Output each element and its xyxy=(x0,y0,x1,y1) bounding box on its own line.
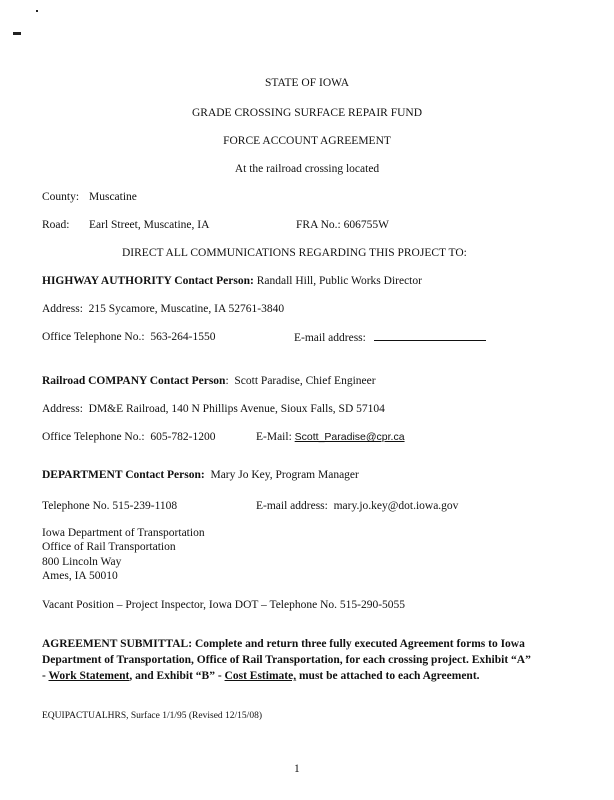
doc-title-fund: GRADE CROSSING SURFACE REPAIR FUND xyxy=(191,107,423,119)
email-link[interactable]: Scott_Paradise@cpr.ca xyxy=(294,431,405,443)
phone-label: Telephone No. xyxy=(42,500,110,512)
fra-label: FRA No.: xyxy=(296,219,341,231)
department-email xyxy=(256,499,458,513)
submittal-end: must be attached to each Agreement. xyxy=(296,670,480,682)
railroad-phone xyxy=(42,430,215,444)
phone-label: Office Telephone No.: xyxy=(42,431,145,443)
county-label: County: xyxy=(42,191,80,203)
phone-value: 563-264-1550 xyxy=(150,331,216,343)
department-person: Mary Jo Key, Program Manager xyxy=(210,469,359,481)
email-blank-line xyxy=(374,330,486,341)
submittal-line-3 xyxy=(42,669,480,683)
highway-person: Randall Hill, Public Works Director xyxy=(256,275,422,287)
department-contact xyxy=(42,468,359,482)
railroad-contact: Railroad COMPANY Contact Person: Scott Paradise, Chief Engineer xyxy=(42,375,376,387)
road-label: Road: xyxy=(42,219,70,231)
road-value: Earl Street, Muscatine, IA xyxy=(89,219,210,231)
highway-heading: HIGHWAY AUTHORITY Contact Person: xyxy=(42,275,254,287)
email-label: E-mail address: xyxy=(294,332,366,344)
highway-address xyxy=(42,302,284,316)
highway-phone xyxy=(42,330,215,344)
cost-estimate: Cost Estimate, xyxy=(224,670,297,682)
scan-speck xyxy=(13,32,21,35)
highway-contact xyxy=(42,274,422,288)
phone-label: Office Telephone No.: xyxy=(42,331,145,343)
dash: - xyxy=(42,670,49,682)
highway-email xyxy=(294,330,486,345)
address-label: Address: xyxy=(42,403,83,415)
email-label: E-Mail: xyxy=(256,431,292,443)
fra-value: 606755W xyxy=(343,219,389,231)
department-address-line: Ames, IA 50010 xyxy=(42,570,118,582)
department-address-line: Office of Rail Transportation xyxy=(42,541,176,553)
doc-subtitle: At the railroad crossing located xyxy=(234,163,380,175)
email-label: E-mail address: xyxy=(256,500,328,512)
submittal-line-2: Department of Transportation, Office of Rail Transportation, for each crossing project. Exhibit “A” xyxy=(42,654,531,666)
address-value: 215 Sycamore, Muscatine, IA 52761-3840 xyxy=(88,303,285,315)
email-value: mary.jo.key@dot.iowa.gov xyxy=(333,500,459,512)
doc-title-state: STATE OF IOWA xyxy=(264,77,350,89)
department-address-line: 800 Lincoln Way xyxy=(42,556,122,568)
phone-value: 515-239-1108 xyxy=(112,500,178,512)
county-value: Muscatine xyxy=(89,191,137,203)
work-statement: Work Statement xyxy=(48,670,130,682)
submittal-mid: , and Exhibit “B” - xyxy=(129,670,225,682)
department-phone xyxy=(42,499,177,513)
form-id: EQUIPACTUALHRS, Surface 1/1/95 (Revised 12/15/08) xyxy=(42,711,262,721)
submittal-label: AGREEMENT SUBMITTAL: xyxy=(42,638,193,650)
doc-title-agreement: FORCE ACCOUNT AGREEMENT xyxy=(223,135,391,147)
page-number: 1 xyxy=(294,763,300,775)
railroad-heading: Railroad COMPANY Contact Person xyxy=(42,375,226,387)
department-heading: DEPARTMENT Contact Person: xyxy=(42,469,205,481)
submittal-line-1 xyxy=(42,637,525,651)
direct-all-heading: DIRECT ALL COMMUNICATIONS REGARDING THIS PROJECT TO: xyxy=(122,247,467,259)
vacant-position: Vacant Position – Project Inspector, Iowa DOT – Telephone No. 515-290-5055 xyxy=(42,599,406,611)
railroad-person: Scott Paradise, Chief Engineer xyxy=(234,375,376,387)
railroad-email xyxy=(256,430,405,444)
submittal-text: Complete and return three fully executed Agreement forms to Iowa xyxy=(194,638,525,650)
address-value: DM&E Railroad, 140 N Phillips Avenue, Sioux Falls, SD 57104 xyxy=(88,403,385,415)
address-label: Address: xyxy=(42,303,83,315)
phone-value: 605-782-1200 xyxy=(150,431,216,443)
railroad-address xyxy=(42,402,385,416)
fra-number xyxy=(296,218,389,232)
scan-speck xyxy=(36,10,38,12)
department-address-line: Iowa Department of Transportation xyxy=(42,527,205,539)
